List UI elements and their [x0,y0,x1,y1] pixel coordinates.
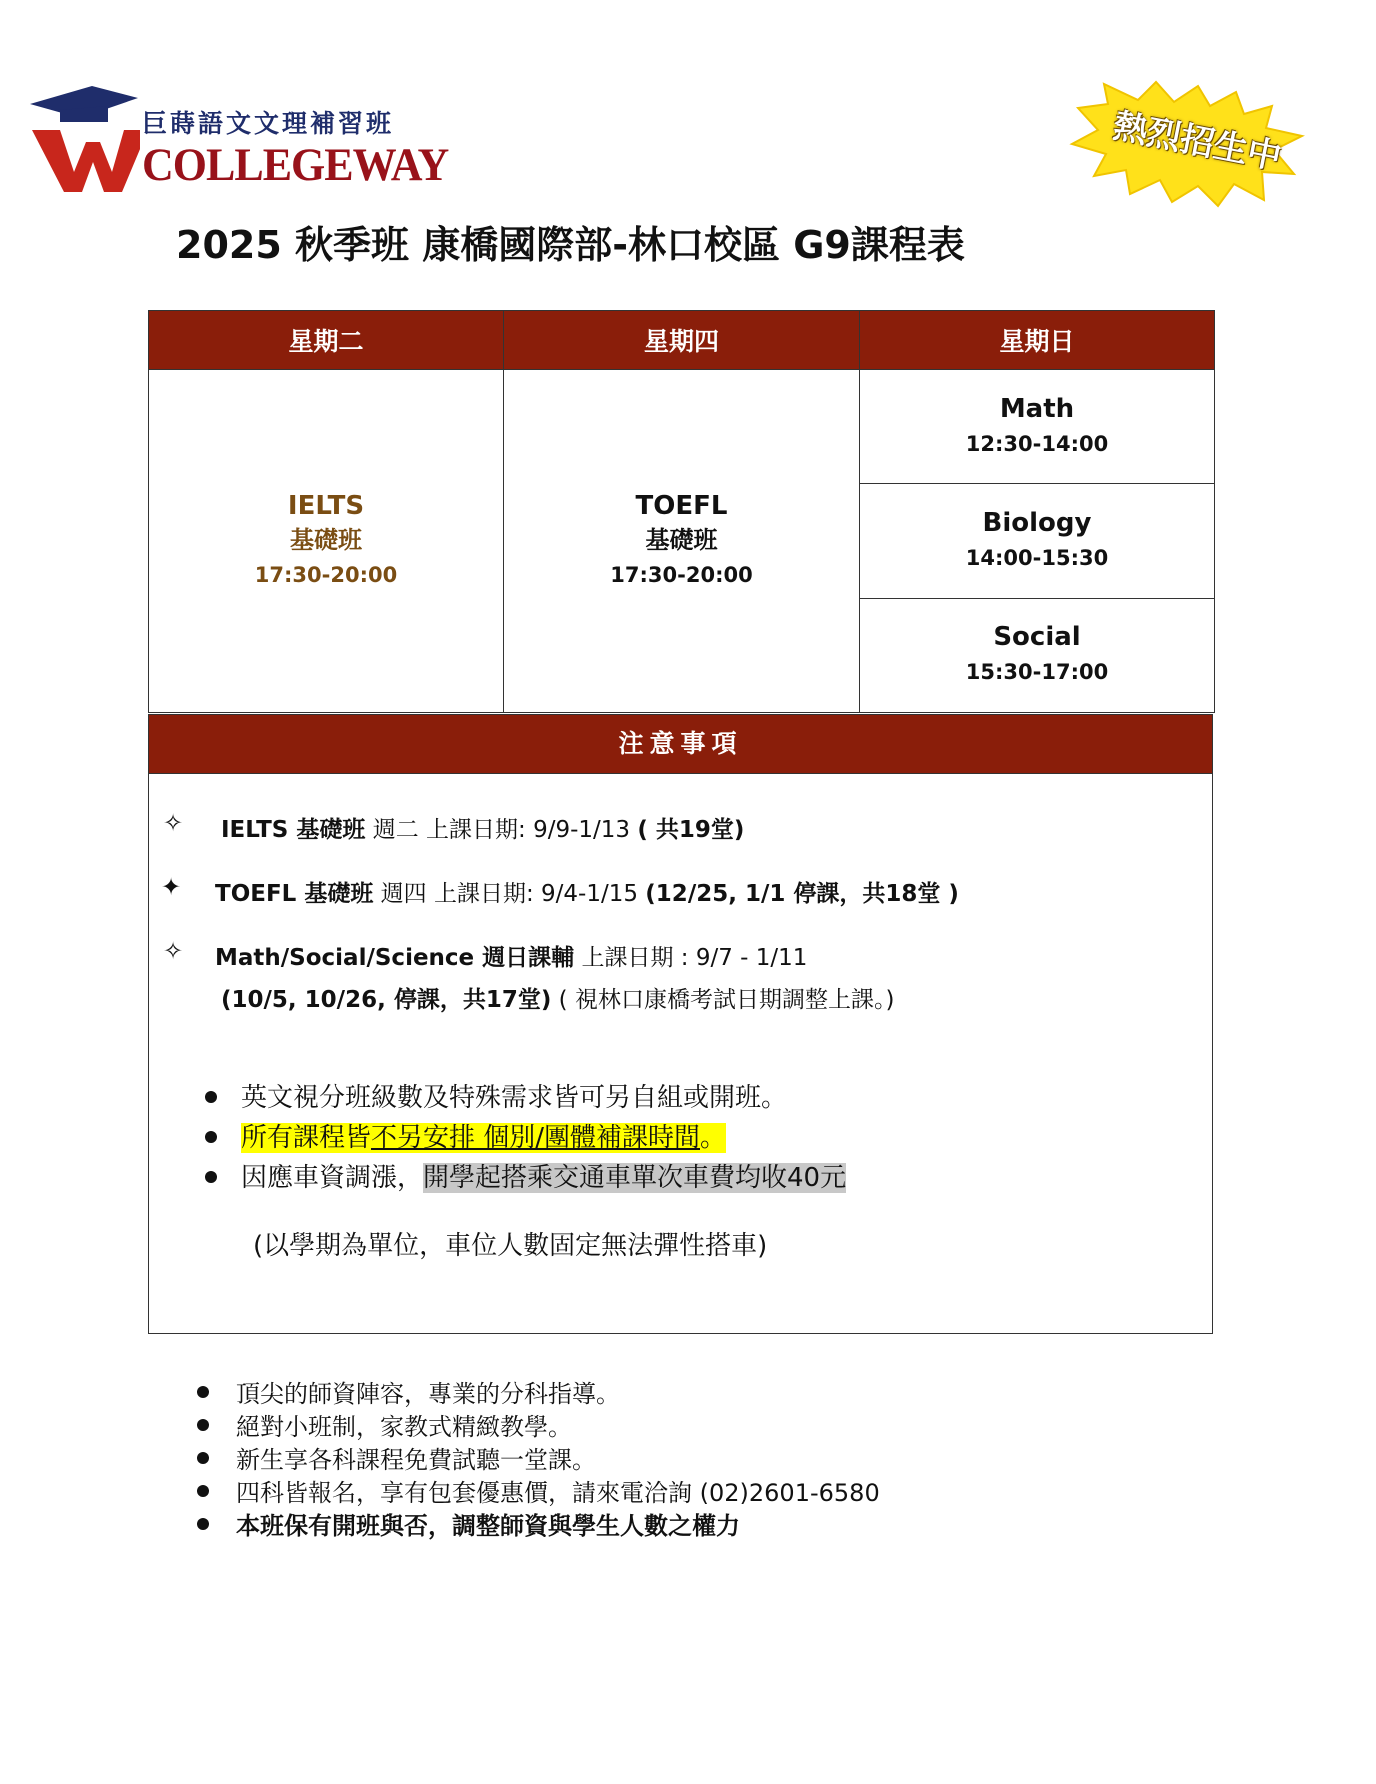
note-sessions: (10/5, 10/26, 停課，共17堂) [221,987,552,1013]
page-title: 2025 秋季班 康橋國際部-林口校區 G9課程表 [176,223,965,267]
schedule-table [148,310,1215,713]
course-name: Math [999,393,1075,424]
note-dates: 上課日期 : 9/7 - 1/11 [574,945,808,971]
enrollment-badge [1068,78,1308,208]
outline-star-icon: ✧ [163,809,184,837]
note-remark: ( 視林口康橋考試日期調整上課。) [551,987,895,1013]
note-course: TOEFL 基礎班 [215,881,374,907]
bullet-dot [197,1485,209,1497]
course-time: 12:30-14:00 [965,431,1109,456]
bullet-dot [205,1131,217,1143]
course-time: 15:30-17:00 [965,660,1109,685]
bullet-dot [205,1091,217,1103]
note-bullet-bus-fare [241,1157,846,1194]
bold-star-icon: ✦ [161,873,182,901]
plain-text: 因應車資調漲， [241,1163,424,1193]
promo-item: 新生享各科課程免費試聽一堂課。 [236,1446,596,1474]
course-name: TOEFL [635,491,728,521]
course-level: 基礎班 [290,526,362,554]
tuesday-course-cell [149,370,504,713]
bullet-dot [197,1452,209,1464]
course-time: 17:30-20:00 [610,563,753,587]
course-name: IELTS [287,491,365,521]
day-header-sunday: 星期日 [860,311,1215,370]
bullet-dot [197,1386,209,1398]
note-dates: 週四 上課日期: 9/4-1/15 [373,881,646,907]
promo-item-disclaimer: 本班保有開班與否，調整師資與學生人數之權力 [236,1512,740,1540]
course-time: 17:30-20:00 [254,563,398,587]
note-sessions: ( 共19堂) [637,817,745,843]
notes-section [148,714,1213,1334]
graduation-cap-w-icon [30,86,140,196]
highlight-underline-text: 不另安排 個別/團體補課時間 [371,1123,701,1153]
promo-item-contact: 四科皆報名，享有包套優惠價，請來電洽詢 (02)2601-6580 [236,1479,880,1507]
course-name: Social [993,622,1081,653]
bullet-dot [205,1171,217,1183]
thursday-course-cell [504,370,860,713]
note-course: IELTS 基礎班 [221,817,366,843]
logo-chinese-name: 巨蒔語文文理補習班 [142,109,395,138]
note-course: Math/Social/Science 週日課輔 [215,945,575,971]
outline-star-icon: ✧ [163,937,184,965]
schedule-header-row [149,311,1215,370]
sunday-course-cell-math [860,370,1215,484]
gray-highlight-text: 開學起搭乘交通車單次車費均收40元 [423,1163,847,1193]
note-bus-remark: (以學期為單位，車位人數固定無法彈性搭車) [253,1231,768,1261]
highlight-text: 所有課程皆 [241,1123,372,1153]
promo-item: 絕對小班制，家教式精緻教學。 [236,1413,572,1441]
bullet-dot [197,1419,209,1431]
note-bullet-class-split: 英文視分班級數及特殊需求皆可另自組或開班。 [241,1083,788,1113]
day-header-thursday: 星期四 [504,311,860,370]
highlight-text: 。 [700,1123,727,1153]
note-sessions: (12/25, 1/1 停課，共18堂 ) [645,881,959,907]
note-item-toefl [215,875,959,908]
course-name: Biology [982,507,1092,538]
enrollment-badge-text: 熱烈招生中 [1110,106,1285,178]
note-item-weekend-detail [221,981,894,1014]
sunday-course-cell-social [860,598,1215,712]
promo-item: 頂尖的師資陣容，專業的分科指導。 [236,1380,620,1408]
logo-english-name: COLLEGEWAY [142,139,449,191]
note-item-weekend [215,939,807,972]
school-logo [30,86,449,196]
note-item-ielts [221,811,744,844]
course-level: 基礎班 [645,526,718,554]
note-bullet-no-makeup [241,1117,726,1154]
bullet-dot [197,1518,209,1530]
sunday-course-cell-biology [860,484,1215,598]
note-dates: 週二 上課日期: 9/9-1/13 [365,817,638,843]
notes-header: 注意事項 [149,715,1212,774]
day-header-tuesday: 星期二 [149,311,504,370]
course-time: 14:00-15:30 [965,545,1109,570]
